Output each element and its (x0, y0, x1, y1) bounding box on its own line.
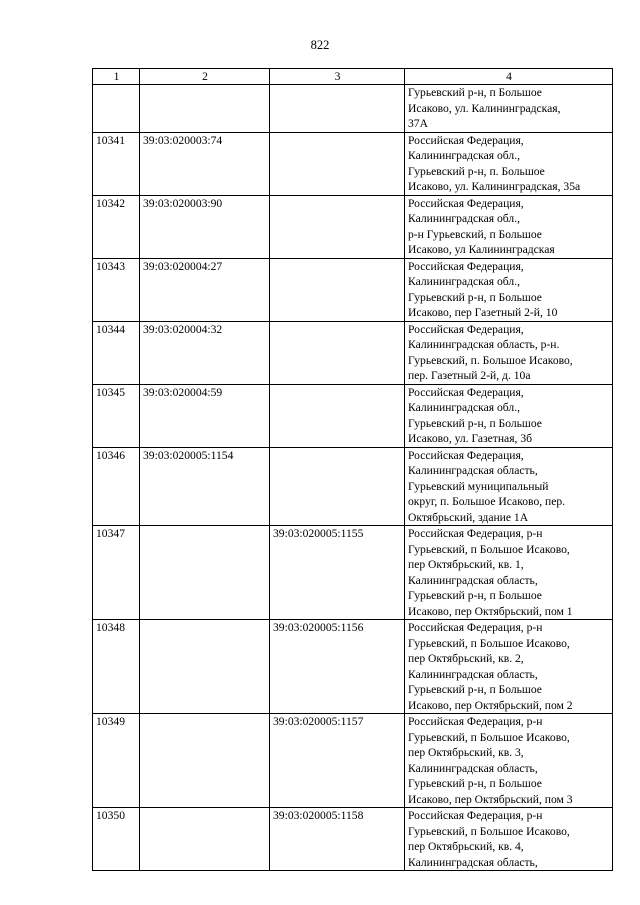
cadastral-number-col2: 39:03:020004:27 (140, 258, 270, 321)
registry-table (92, 68, 613, 871)
address: Российская Федерация, Калининградская обл., Гурьевский р-н, п. Большое Исаково, ул. Калининградская, 35а (405, 132, 613, 195)
address: Российская Федерация, р-н Гурьевский, п Большое Исаково, пер Октябрьский, кв. 4, Калининградская область, (405, 808, 613, 871)
table-row (93, 808, 613, 871)
table-row (93, 384, 613, 447)
cadastral-number-col3: 39:03:020005:1156 (270, 620, 405, 714)
address: Российская Федерация, Калининградская обл., Гурьевский р-н, п Большое Исаково, пер Газетный 2-й, 10 (405, 258, 613, 321)
address: Российская Федерация, Калининградская обл., р-н Гурьевский, п Большое Исаково, ул Калининградская (405, 195, 613, 258)
row-number: 10341 (93, 132, 140, 195)
column-header-4: 4 (405, 69, 613, 85)
row-number: 10347 (93, 526, 140, 620)
table-body (93, 85, 613, 871)
cadastral-number-col3 (270, 85, 405, 133)
table-row (93, 714, 613, 808)
table-row (93, 195, 613, 258)
cadastral-number-col2 (140, 808, 270, 871)
address: Российская Федерация, р-н Гурьевский, п Большое Исаково, пер Октябрьский, кв. 3, Калининградская область, Гурьевский р-н, п Большое Исаково, пер Октябрьский, пом 3 (405, 714, 613, 808)
cadastral-number-col3 (270, 384, 405, 447)
page-number: 822 (310, 38, 330, 52)
address: Российская Федерация, Калининградская область, р-н. Гурьевский, п. Большое Исаково, пер. Газетный 2-й, д. 10а (405, 321, 613, 384)
row-number: 10345 (93, 384, 140, 447)
table-row (93, 321, 613, 384)
cadastral-number-col2: 39:03:020005:1154 (140, 447, 270, 526)
cadastral-number-col3: 39:03:020005:1155 (270, 526, 405, 620)
address: Российская Федерация, р-н Гурьевский, п Большое Исаково, пер Октябрьский, кв. 1, Калининградская область, Гурьевский р-н, п Большое Исаково, пер Октябрьский, пом 1 (405, 526, 613, 620)
row-number: 10343 (93, 258, 140, 321)
cadastral-number-col2: 39:03:020003:74 (140, 132, 270, 195)
address: Российская Федерация, Калининградская область, Гурьевский муниципальный округ, п. Большое Исаково, пер. Октябрьский, здание 1А (405, 447, 613, 526)
cadastral-number-col2 (140, 526, 270, 620)
table-row (93, 258, 613, 321)
address: Российская Федерация, р-н Гурьевский, п Большое Исаково, пер Октябрьский, кв. 2, Калининградская область, Гурьевский р-н, п Большое Исаково, пер Октябрьский, пом 2 (405, 620, 613, 714)
row-number: 10344 (93, 321, 140, 384)
cadastral-number-col3 (270, 447, 405, 526)
cadastral-number-col3 (270, 195, 405, 258)
row-number: 10350 (93, 808, 140, 871)
cadastral-number-col3: 39:03:020005:1158 (270, 808, 405, 871)
table-row (93, 447, 613, 526)
cadastral-number-col3: 39:03:020005:1157 (270, 714, 405, 808)
cadastral-number-col2: 39:03:020003:90 (140, 195, 270, 258)
address: Гурьевский р-н, п Большое Исаково, ул. Калининградская, 37А (405, 85, 613, 133)
cadastral-number-col2: 39:03:020004:59 (140, 384, 270, 447)
table-row (93, 526, 613, 620)
table-row (93, 620, 613, 714)
cadastral-number-col3 (270, 132, 405, 195)
cadastral-number-col3 (270, 258, 405, 321)
cadastral-number-col2 (140, 714, 270, 808)
row-number: 10348 (93, 620, 140, 714)
cadastral-number-col2 (140, 85, 270, 133)
row-number (93, 85, 140, 133)
column-header-3: 3 (270, 69, 405, 85)
cadastral-number-col3 (270, 321, 405, 384)
cadastral-number-col2 (140, 620, 270, 714)
table-header (93, 69, 613, 85)
column-header-1: 1 (93, 69, 140, 85)
row-number: 10349 (93, 714, 140, 808)
row-number: 10346 (93, 447, 140, 526)
row-number: 10342 (93, 195, 140, 258)
column-header-2: 2 (140, 69, 270, 85)
table-row (93, 132, 613, 195)
cadastral-number-col2: 39:03:020004:32 (140, 321, 270, 384)
table-row (93, 85, 613, 133)
address: Российская Федерация, Калининградская обл., Гурьевский р-н, п Большое Исаково, ул. Газетная, 3б (405, 384, 613, 447)
